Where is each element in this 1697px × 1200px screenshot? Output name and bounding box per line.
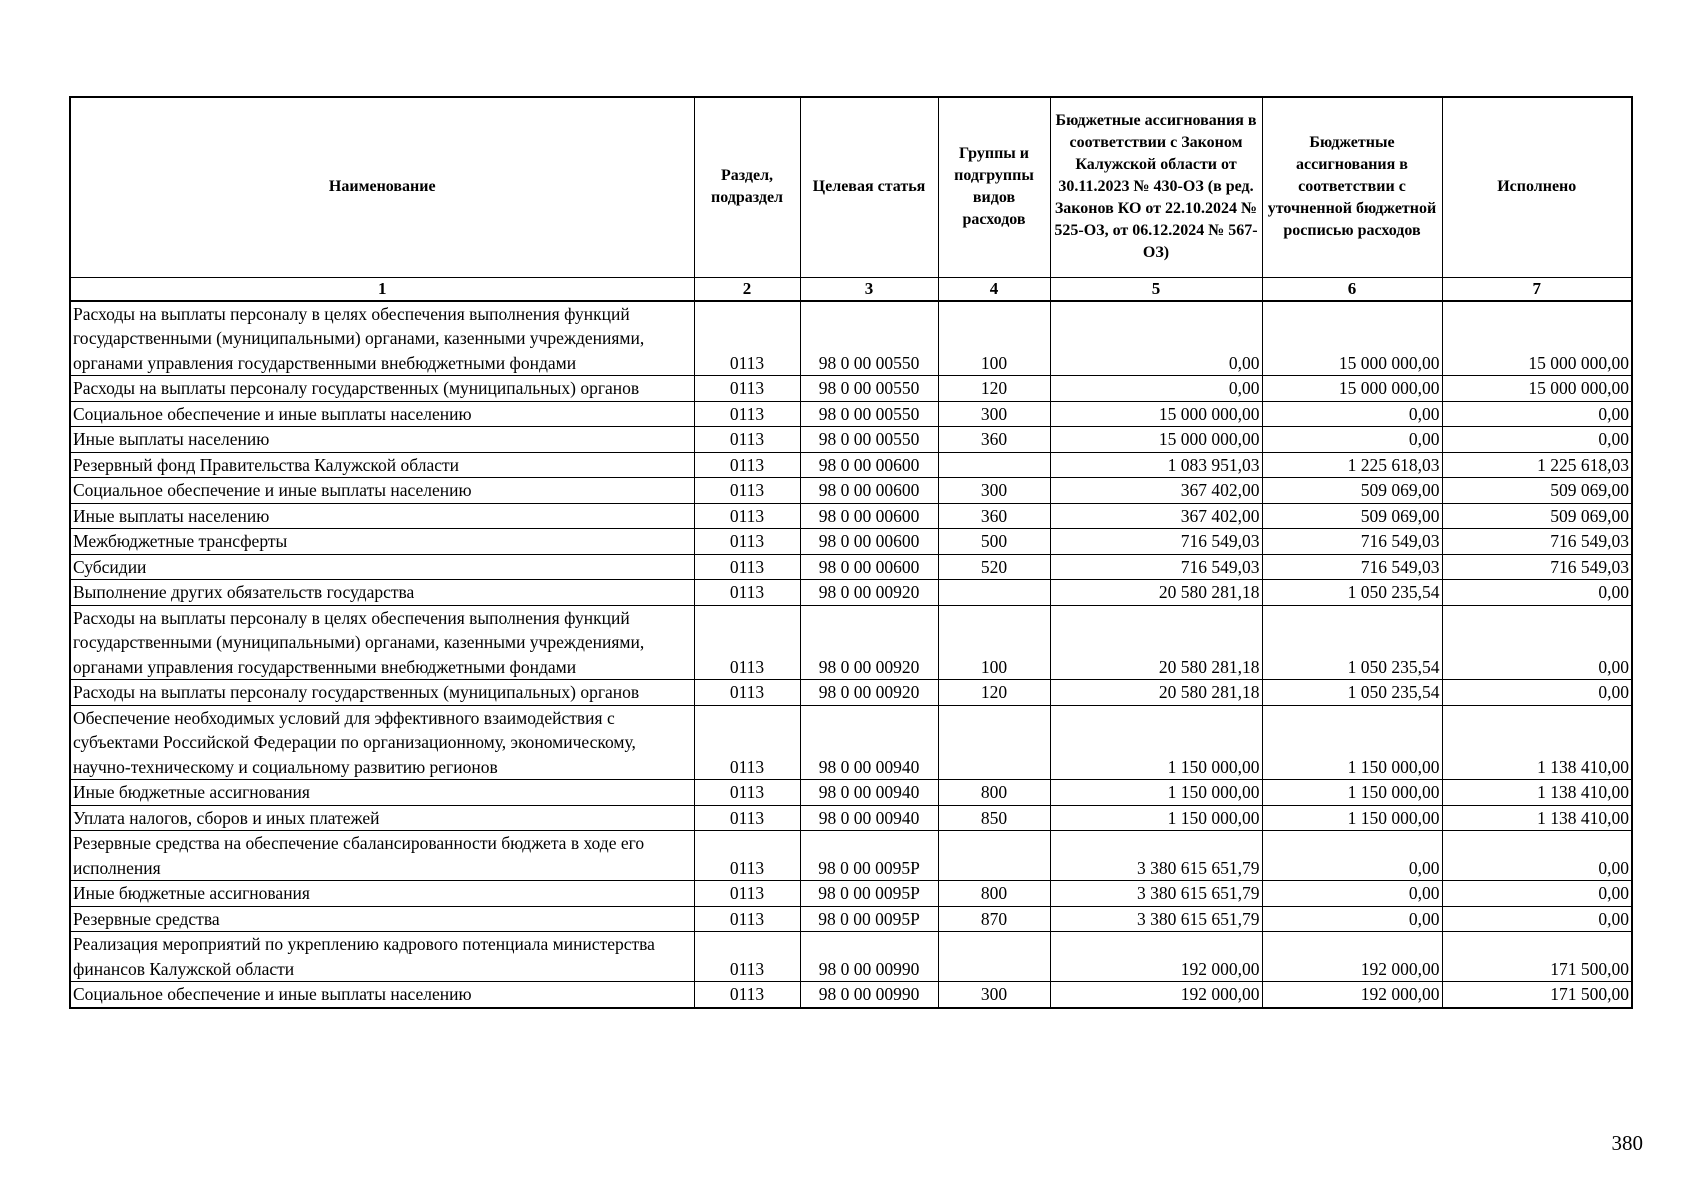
row-executed: 1 138 410,00 (1442, 705, 1632, 780)
row-executed: 716 549,03 (1442, 554, 1632, 580)
header-law-allocations: Бюджетные ассигнования в соответствии с Законом Калужской области от 30.11.2023 № 430-ОЗ (в ред. Законов КО от 22.10.2024 № 525-ОЗ, от 06.12.2024 № 567-ОЗ) (1050, 97, 1262, 277)
row-law-allocation: 3 380 615 651,79 (1050, 906, 1262, 932)
table-body (70, 301, 1632, 1008)
row-law-allocation: 192 000,00 (1050, 932, 1262, 982)
table-row (70, 401, 1632, 427)
row-executed: 0,00 (1442, 831, 1632, 881)
row-target-article: 98 0 00 00550 (800, 427, 938, 453)
row-name: Резервные средства (70, 906, 694, 932)
row-name: Уплата налогов, сборов и иных платежей (70, 805, 694, 831)
row-section: 0113 (694, 554, 800, 580)
row-section: 0113 (694, 705, 800, 780)
row-executed: 1 138 410,00 (1442, 805, 1632, 831)
row-executed: 716 549,03 (1442, 529, 1632, 555)
row-target-article: 98 0 00 00920 (800, 605, 938, 680)
row-schedule-allocation: 1 150 000,00 (1262, 780, 1442, 806)
row-target-article: 98 0 00 0095Р (800, 831, 938, 881)
row-executed: 0,00 (1442, 680, 1632, 706)
row-name: Резервные средства на обеспечение сбалансированности бюджета в ходе его исполнения (70, 831, 694, 881)
row-name: Социальное обеспечение и иные выплаты населению (70, 401, 694, 427)
row-section: 0113 (694, 906, 800, 932)
row-section: 0113 (694, 503, 800, 529)
row-section: 0113 (694, 301, 800, 376)
table-row (70, 780, 1632, 806)
row-target-article: 98 0 00 00600 (800, 478, 938, 504)
row-schedule-allocation: 0,00 (1262, 427, 1442, 453)
row-target-article: 98 0 00 00600 (800, 554, 938, 580)
row-law-allocation: 1 150 000,00 (1050, 705, 1262, 780)
row-target-article: 98 0 00 00920 (800, 580, 938, 606)
table-row (70, 529, 1632, 555)
row-executed: 0,00 (1442, 881, 1632, 907)
header-schedule-allocations: Бюджетные ассигнования в соответствии с уточненной бюджетной росписью расходов (1262, 97, 1442, 277)
row-expense-group: 870 (938, 906, 1050, 932)
row-executed: 15 000 000,00 (1442, 301, 1632, 376)
table-row (70, 705, 1632, 780)
row-expense-group: 500 (938, 529, 1050, 555)
table-row (70, 932, 1632, 982)
row-schedule-allocation: 1 050 235,54 (1262, 580, 1442, 606)
row-law-allocation: 367 402,00 (1050, 503, 1262, 529)
row-law-allocation: 192 000,00 (1050, 982, 1262, 1008)
row-executed: 171 500,00 (1442, 982, 1632, 1008)
table-row (70, 503, 1632, 529)
row-law-allocation: 20 580 281,18 (1050, 580, 1262, 606)
row-expense-group (938, 932, 1050, 982)
row-target-article: 98 0 00 00920 (800, 680, 938, 706)
row-schedule-allocation: 509 069,00 (1262, 478, 1442, 504)
row-expense-group (938, 452, 1050, 478)
header-article: Целевая статья (800, 97, 938, 277)
row-expense-group: 100 (938, 301, 1050, 376)
row-target-article: 98 0 00 00600 (800, 503, 938, 529)
row-name: Расходы на выплаты персоналу государственных (муниципальных) органов (70, 376, 694, 402)
row-expense-group: 850 (938, 805, 1050, 831)
row-law-allocation: 1 150 000,00 (1050, 780, 1262, 806)
row-schedule-allocation: 1 150 000,00 (1262, 705, 1442, 780)
row-schedule-allocation: 1 050 235,54 (1262, 680, 1442, 706)
row-schedule-allocation: 15 000 000,00 (1262, 301, 1442, 376)
row-schedule-allocation: 1 150 000,00 (1262, 805, 1442, 831)
row-expense-group: 120 (938, 680, 1050, 706)
row-target-article: 98 0 00 00550 (800, 376, 938, 402)
row-executed: 0,00 (1442, 401, 1632, 427)
header-row (70, 97, 1632, 277)
row-law-allocation: 3 380 615 651,79 (1050, 881, 1262, 907)
row-schedule-allocation: 509 069,00 (1262, 503, 1442, 529)
row-executed: 171 500,00 (1442, 932, 1632, 982)
row-section: 0113 (694, 805, 800, 831)
row-target-article: 98 0 00 00600 (800, 452, 938, 478)
row-target-article: 98 0 00 0095Р (800, 881, 938, 907)
header-executed: Исполнено (1442, 97, 1632, 277)
row-target-article: 98 0 00 0095Р (800, 906, 938, 932)
table-row (70, 301, 1632, 376)
row-section: 0113 (694, 401, 800, 427)
row-expense-group: 300 (938, 478, 1050, 504)
row-law-allocation: 1 150 000,00 (1050, 805, 1262, 831)
row-section: 0113 (694, 982, 800, 1008)
row-executed: 0,00 (1442, 605, 1632, 680)
row-name: Обеспечение необходимых условий для эффективного взаимодействия с субъектами Российской Федерации по организационному, экономическому, научно-техническому и социальному развитию регионов (70, 705, 694, 780)
table-row (70, 580, 1632, 606)
row-section: 0113 (694, 605, 800, 680)
row-expense-group: 300 (938, 982, 1050, 1008)
row-expense-group (938, 831, 1050, 881)
row-law-allocation: 0,00 (1050, 301, 1262, 376)
table-row (70, 881, 1632, 907)
row-law-allocation: 20 580 281,18 (1050, 680, 1262, 706)
row-executed: 0,00 (1442, 580, 1632, 606)
row-law-allocation: 1 083 951,03 (1050, 452, 1262, 478)
row-section: 0113 (694, 932, 800, 982)
row-schedule-allocation: 716 549,03 (1262, 554, 1442, 580)
row-expense-group: 120 (938, 376, 1050, 402)
row-executed: 15 000 000,00 (1442, 376, 1632, 402)
row-name: Резервный фонд Правительства Калужской области (70, 452, 694, 478)
row-executed: 0,00 (1442, 906, 1632, 932)
table-row (70, 554, 1632, 580)
row-name: Расходы на выплаты персоналу в целях обеспечения выполнения функций государственными (муниципальными) органами, казенными учреждениями, органами управления государственными внебюджетными фондами (70, 605, 694, 680)
row-schedule-allocation: 716 549,03 (1262, 529, 1442, 555)
table-row (70, 906, 1632, 932)
row-law-allocation: 367 402,00 (1050, 478, 1262, 504)
row-expense-group: 520 (938, 554, 1050, 580)
row-target-article: 98 0 00 00550 (800, 401, 938, 427)
row-name: Реализация мероприятий по укреплению кадрового потенциала министерства финансов Калужской области (70, 932, 694, 982)
row-expense-group (938, 580, 1050, 606)
row-expense-group: 100 (938, 605, 1050, 680)
row-schedule-allocation: 192 000,00 (1262, 932, 1442, 982)
column-number-row (70, 277, 1632, 301)
header-section: Раздел, подраздел (694, 97, 800, 277)
column-number: 7 (1442, 277, 1632, 301)
row-target-article: 98 0 00 00940 (800, 805, 938, 831)
row-law-allocation: 0,00 (1050, 376, 1262, 402)
row-name: Иные бюджетные ассигнования (70, 881, 694, 907)
row-name: Расходы на выплаты персоналу в целях обеспечения выполнения функций государственными (муниципальными) органами, казенными учреждениями, органами управления государственными внебюджетными фондами (70, 301, 694, 376)
row-name: Социальное обеспечение и иные выплаты населению (70, 982, 694, 1008)
row-executed: 0,00 (1442, 427, 1632, 453)
row-section: 0113 (694, 427, 800, 453)
row-expense-group: 300 (938, 401, 1050, 427)
row-section: 0113 (694, 452, 800, 478)
row-schedule-allocation: 0,00 (1262, 906, 1442, 932)
header-group: Группы и подгруппы видов расходов (938, 97, 1050, 277)
row-section: 0113 (694, 478, 800, 504)
page-number: 380 (1611, 1131, 1643, 1155)
row-law-allocation: 3 380 615 651,79 (1050, 831, 1262, 881)
row-schedule-allocation: 0,00 (1262, 401, 1442, 427)
budget-table (69, 96, 1633, 1009)
table-row (70, 452, 1632, 478)
row-name: Выполнение других обязательств государства (70, 580, 694, 606)
row-section: 0113 (694, 881, 800, 907)
row-schedule-allocation: 192 000,00 (1262, 982, 1442, 1008)
row-law-allocation: 15 000 000,00 (1050, 427, 1262, 453)
table-row (70, 805, 1632, 831)
row-name: Иные выплаты населению (70, 503, 694, 529)
row-executed: 1 225 618,03 (1442, 452, 1632, 478)
table-row (70, 680, 1632, 706)
row-target-article: 98 0 00 00990 (800, 932, 938, 982)
row-schedule-allocation: 15 000 000,00 (1262, 376, 1442, 402)
row-section: 0113 (694, 376, 800, 402)
row-executed: 509 069,00 (1442, 503, 1632, 529)
header-name: Наименование (70, 97, 694, 277)
row-name: Расходы на выплаты персоналу государственных (муниципальных) органов (70, 680, 694, 706)
row-expense-group: 800 (938, 881, 1050, 907)
row-section: 0113 (694, 780, 800, 806)
row-law-allocation: 20 580 281,18 (1050, 605, 1262, 680)
row-section: 0113 (694, 580, 800, 606)
table-row (70, 376, 1632, 402)
column-number: 2 (694, 277, 800, 301)
row-name: Межбюджетные трансферты (70, 529, 694, 555)
column-number: 3 (800, 277, 938, 301)
row-executed: 1 138 410,00 (1442, 780, 1632, 806)
row-target-article: 98 0 00 00600 (800, 529, 938, 555)
table-row (70, 982, 1632, 1008)
row-law-allocation: 716 549,03 (1050, 554, 1262, 580)
table-row (70, 831, 1632, 881)
row-name: Субсидии (70, 554, 694, 580)
row-expense-group (938, 705, 1050, 780)
column-number: 4 (938, 277, 1050, 301)
row-law-allocation: 716 549,03 (1050, 529, 1262, 555)
row-target-article: 98 0 00 00990 (800, 982, 938, 1008)
table-row (70, 605, 1632, 680)
row-target-article: 98 0 00 00940 (800, 705, 938, 780)
column-number: 1 (70, 277, 694, 301)
row-target-article: 98 0 00 00550 (800, 301, 938, 376)
row-target-article: 98 0 00 00940 (800, 780, 938, 806)
row-expense-group: 360 (938, 503, 1050, 529)
column-number: 5 (1050, 277, 1262, 301)
row-law-allocation: 15 000 000,00 (1050, 401, 1262, 427)
table-row (70, 427, 1632, 453)
row-name: Иные бюджетные ассигнования (70, 780, 694, 806)
column-number: 6 (1262, 277, 1442, 301)
row-schedule-allocation: 0,00 (1262, 881, 1442, 907)
row-expense-group: 800 (938, 780, 1050, 806)
row-section: 0113 (694, 680, 800, 706)
row-section: 0113 (694, 529, 800, 555)
row-name: Социальное обеспечение и иные выплаты населению (70, 478, 694, 504)
row-schedule-allocation: 1 225 618,03 (1262, 452, 1442, 478)
table-row (70, 478, 1632, 504)
row-name: Иные выплаты населению (70, 427, 694, 453)
row-schedule-allocation: 0,00 (1262, 831, 1442, 881)
row-executed: 509 069,00 (1442, 478, 1632, 504)
row-section: 0113 (694, 831, 800, 881)
row-schedule-allocation: 1 050 235,54 (1262, 605, 1442, 680)
row-expense-group: 360 (938, 427, 1050, 453)
